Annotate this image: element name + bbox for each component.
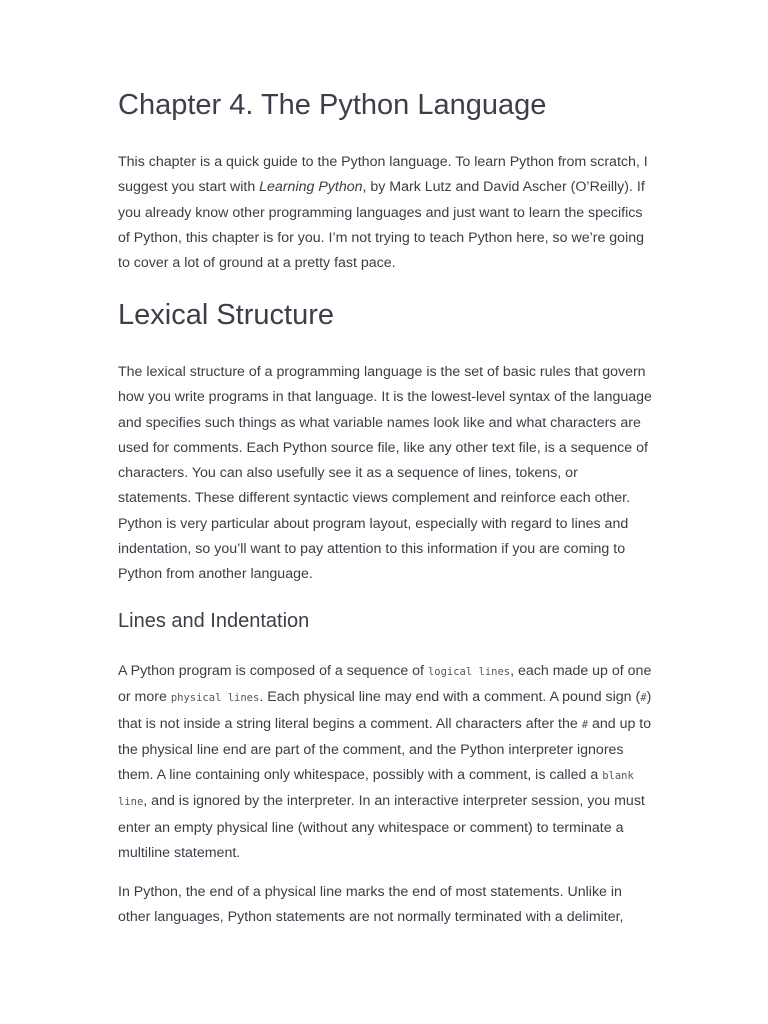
- lines-text-5: and up to the physical line end are part of the comment, and the Python interpreter ignores them. A line containing only whitespace, possibly with a comment, is called a: [118, 715, 652, 784]
- lines-paragraph-2: In Python, the end of a physical line marks the end of most statements. Unlike in other languages, Python statements are not normally terminated with a delimiter,: [118, 884, 624, 926]
- code-physical-lines: physical lines: [170, 692, 260, 705]
- intro-text-part2: , by Mark Lutz and David Ascher (O’Reilly). If you already know other programming languages and just want to learn the specifics of Python, this chapter is for you. I’m not trying to teach Python here, so we’re going to cover a lot of ground at a pretty fast pace.: [118, 179, 645, 272]
- chapter-title: Chapter 4. The Python Language: [118, 89, 547, 121]
- lines-text-2: , each made up of one or more: [118, 663, 652, 706]
- lexical-paragraph: The lexical structure of a programming language is the set of basic rules that govern how you write programs in that language. It is the lowest-level syntax of the language and specifies such things as what variable names look like and what characters are used for comments. Each Python source file, like any other text file, is a sequence of characters. You can also usefully see it as a sequence of lines, tokens, or statements. These different syntactic views complement and reinforce each other. Python is very particular about program layout, especially with regard to lines and indentation, so you’ll want to pay attention to this information if you are coming to Python from another language.: [118, 364, 652, 583]
- lines-paragraph-1: [118, 659, 652, 866]
- code-logical-lines: logical lines: [427, 666, 511, 678]
- book-title: Learning Python: [259, 179, 363, 196]
- lines-text-3: . Each physical line may end with a comment. A pound sign (: [259, 689, 641, 706]
- intro-text-part1: This chapter is a quick guide to the Python language. To learn Python from scratch, I suggest you start with: [118, 154, 648, 196]
- subsection-title-lines-indentation: Lines and Indentation: [118, 610, 310, 632]
- lines-text-6: , and is ignored by the interpreter. In an interactive interpreter session, you must enter an empty physical line (without any whitespace or comment) to terminate a multiline statement.: [118, 793, 645, 862]
- intro-paragraph: [118, 150, 652, 276]
- section-title-lexical-structure: Lexical Structure: [118, 299, 334, 331]
- lines-text-4: ) that is not inside a string literal begins a comment. All characters after the: [118, 689, 652, 732]
- lines-text-1: A Python program is composed of a sequence of: [118, 663, 428, 679]
- code-pound-sign-2: #: [581, 718, 589, 731]
- code-blank-line: blank line: [118, 770, 634, 809]
- code-pound-sign: #: [640, 692, 647, 705]
